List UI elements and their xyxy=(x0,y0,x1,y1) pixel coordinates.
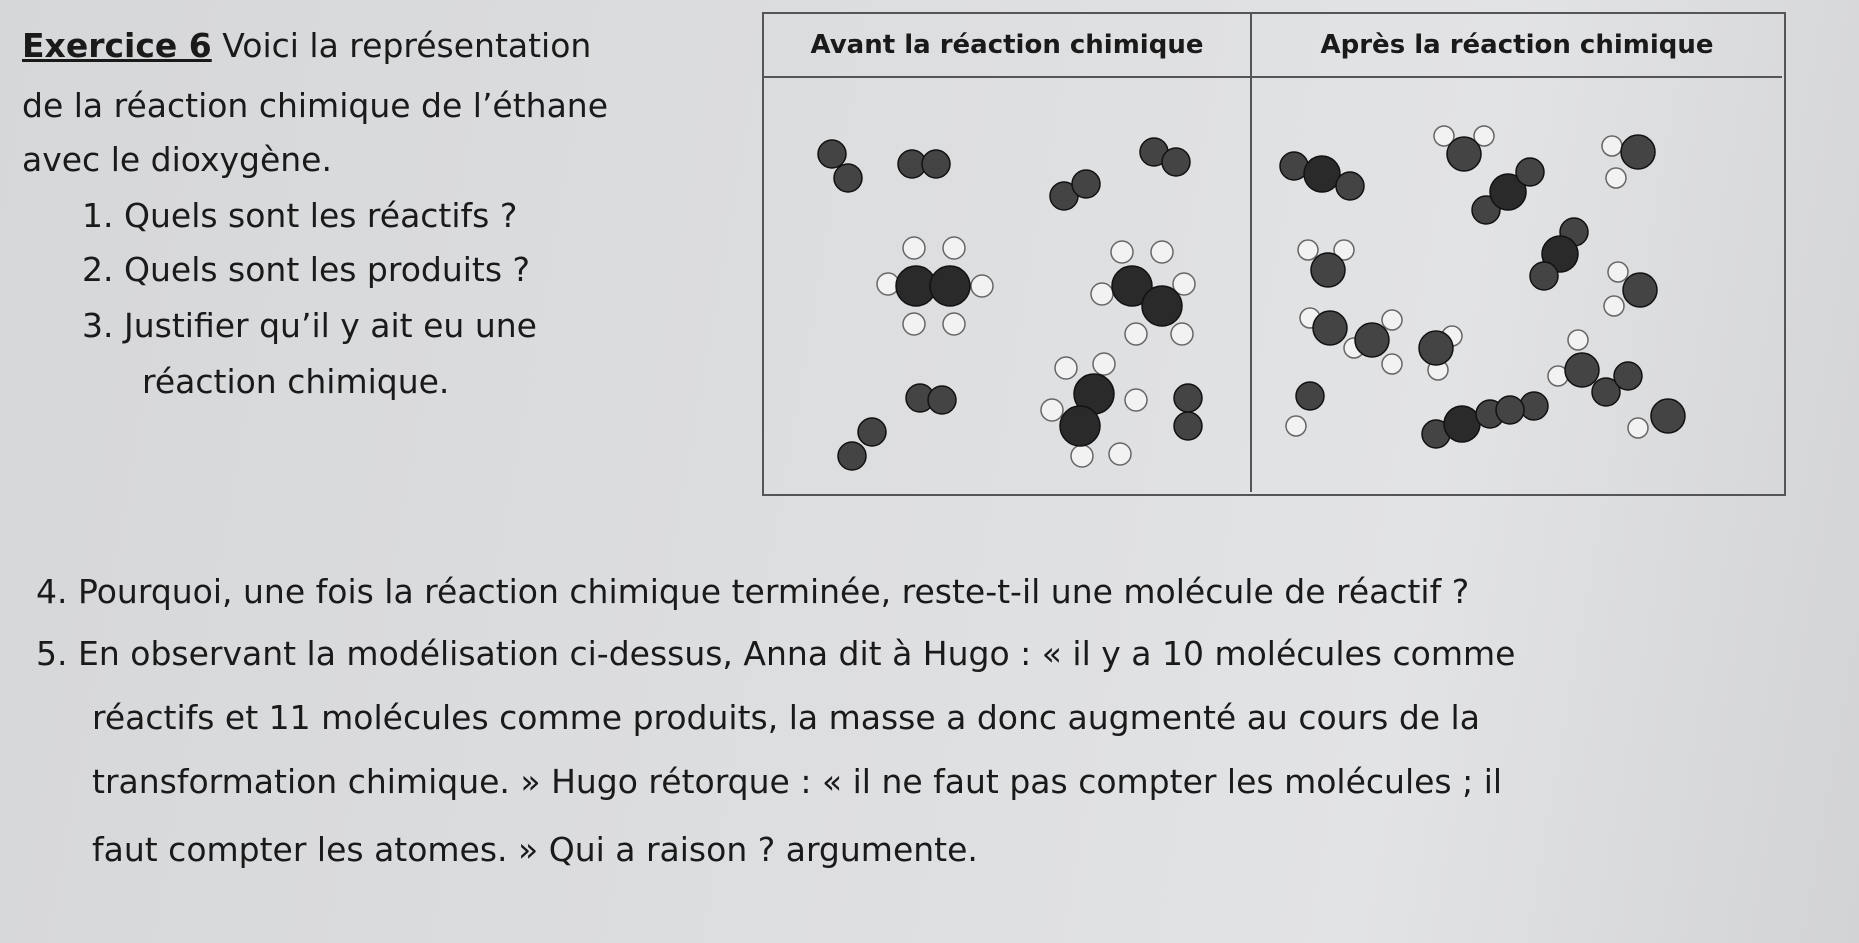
dioxygen-molecule xyxy=(818,140,862,192)
question-number: 2. xyxy=(82,250,114,289)
after-header: Après la réaction chimique xyxy=(1320,30,1714,60)
question-5-line4: faut compter les atomes. » Qui a raison ? argumente. xyxy=(92,830,978,869)
carbon-dioxide-molecule xyxy=(1422,400,1504,448)
dioxygen-molecule xyxy=(1286,382,1324,436)
question-1 xyxy=(82,196,517,236)
water-molecule xyxy=(1604,262,1657,316)
question-text: Justifier qu’il y ait eu une xyxy=(124,306,537,345)
dioxygen-molecule xyxy=(898,150,950,178)
after-reaction-scene xyxy=(1252,80,1782,490)
question-text: Quels sont les réactifs ? xyxy=(124,196,518,235)
water-molecule xyxy=(1548,330,1599,387)
carbon-dioxide-molecule xyxy=(1530,218,1588,290)
question-number: 1. xyxy=(82,196,114,235)
water-molecule xyxy=(1298,240,1354,287)
question-number: 3. xyxy=(82,306,114,345)
dioxygen-molecule xyxy=(838,418,886,470)
exercise-intro-line1 xyxy=(22,26,591,66)
dioxygen-molecule xyxy=(1174,384,1202,440)
before-reaction-scene xyxy=(764,80,1250,490)
reaction-table xyxy=(762,12,1786,496)
question-3 xyxy=(82,306,537,346)
dioxygen-molecule xyxy=(1140,138,1190,176)
carbon-dioxide-molecule xyxy=(1280,152,1364,200)
question-2 xyxy=(82,250,530,290)
water-molecule xyxy=(1300,308,1364,358)
ethane-molecule xyxy=(877,237,993,335)
question-5-line2: réactifs et 11 molécules comme produits, la masse a donc augmenté au cours de la xyxy=(92,698,1480,737)
exercise-intro-line2: de la réaction chimique de l’éthane xyxy=(22,86,609,125)
table-divider-horizontal xyxy=(764,76,1782,78)
carbon-dioxide-molecule xyxy=(1472,158,1544,224)
before-header: Avant la réaction chimique xyxy=(810,30,1204,60)
ethane-molecule xyxy=(1091,241,1195,345)
ethane-molecule xyxy=(1041,353,1147,467)
question-text: Quels sont les produits ? xyxy=(124,250,531,289)
question-5-line3: transformation chimique. » Hugo rétorque : « il ne faut pas compter les molécules ; il xyxy=(92,762,1503,801)
question-4 xyxy=(36,572,1469,612)
question-number: 4. xyxy=(36,572,68,611)
dioxygen-molecule xyxy=(1050,170,1100,210)
question-number: 5. xyxy=(36,634,68,673)
exercise-intro-line3: avec le dioxygène. xyxy=(22,140,332,179)
water-molecule xyxy=(1355,310,1402,374)
question-text: Pourquoi, une fois la réaction chimique terminée, reste-t-il une molécule de réactif ? xyxy=(78,572,1470,611)
water-molecule xyxy=(1602,135,1655,188)
water-molecule xyxy=(1434,126,1494,171)
question-3-continued: réaction chimique. xyxy=(142,362,450,401)
water-molecule xyxy=(1628,399,1685,438)
intro-text-1: Voici la représentation xyxy=(222,26,592,65)
exercise-title: Exercice 6 xyxy=(22,26,212,65)
dioxygen-molecule xyxy=(1496,392,1548,424)
dioxygen-molecule xyxy=(906,384,956,414)
question-5 xyxy=(36,634,1515,674)
water-molecule xyxy=(1419,326,1462,380)
question-text: En observant la modélisation ci-dessus, Anna dit à Hugo : « il y a 10 molécules comme xyxy=(78,634,1516,673)
